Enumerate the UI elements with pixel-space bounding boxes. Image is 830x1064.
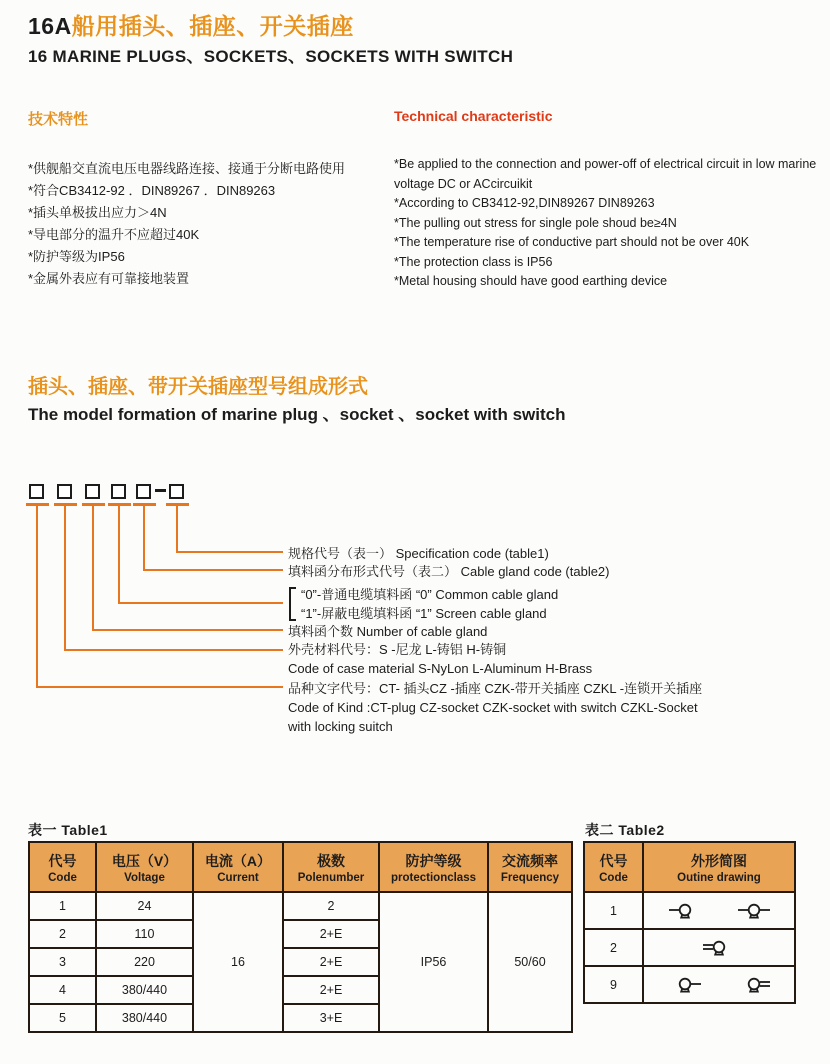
cell-voltage: 24 — [96, 892, 193, 920]
diagram-label-gland-type — [301, 585, 558, 623]
model-code-box — [85, 484, 100, 499]
diagram-label-case-material — [288, 640, 592, 678]
page-subtitle: 16 MARINE PLUGS、SOCKETS、SOCKETS WITH SWITCH — [28, 47, 514, 66]
tech-list-en — [394, 155, 822, 292]
cell-poles: 2+E — [283, 976, 379, 1004]
cell-voltage: 380/440 — [96, 976, 193, 1004]
cell-code: 2 — [584, 929, 643, 966]
tech-item: *Be applied to the connection and power-off of electrical circuit in low marine voltage DC or ACcircuikit — [394, 157, 817, 191]
page-title-prefix: 16A — [28, 13, 72, 39]
page-title — [28, 8, 513, 41]
table1-header-polenumber: 极数 Polenumber — [283, 842, 379, 892]
diagram-connector-line — [92, 629, 283, 631]
table1-header-voltage: 电压（V） Voltage — [96, 842, 193, 892]
page-title-zh: 船用插头、插座、开关插座 — [71, 13, 354, 39]
table-row — [584, 892, 795, 929]
diagram-connector-line — [36, 506, 38, 688]
cell-code: 3 — [29, 948, 96, 976]
cable-gland-line-both-icon — [734, 901, 774, 921]
diagram-label-specification-code: 规格代号（表一） Specification code (table1) — [288, 546, 549, 561]
diagram-connector-line — [36, 686, 283, 688]
table2-header-row — [584, 842, 795, 892]
diagram-label-line: 外壳材料代号：S -尼龙 L-铸铝 H-铸铜 — [288, 642, 507, 657]
model-heading-en: The model formation of marine plug 、socket 、socket with switch — [28, 405, 566, 424]
diagram-label-line: “0”-普通电缆填料函 “0” Common cable gland — [301, 587, 559, 602]
model-section-heading — [28, 370, 565, 425]
tech-item: *供舰船交直流电压电器线路连接、接通于分断电路使用 — [28, 161, 346, 176]
model-code-dash — [155, 489, 166, 492]
table1 — [28, 841, 573, 1033]
cell-poles: 3+E — [283, 1004, 379, 1032]
table1-header-current: 电流（A） Current — [193, 842, 283, 892]
model-code-box — [57, 484, 72, 499]
model-code-box — [169, 484, 184, 499]
cell-poles: 2+E — [283, 920, 379, 948]
tech-list-zh — [28, 158, 390, 290]
cell-protection: IP56 — [379, 892, 488, 1032]
cell-code: 5 — [29, 1004, 96, 1032]
tech-heading-zh: 技术特性 — [28, 111, 89, 128]
diagram-connector-line — [143, 569, 283, 571]
cell-voltage: 220 — [96, 948, 193, 976]
table1-title: 表一 Table1 — [28, 822, 108, 838]
cable-gland-line-left-icon — [665, 901, 705, 921]
cell-code: 9 — [584, 966, 643, 1003]
tech-item: *符合CB3412-92 ．DIN89267 ．DIN89263 — [28, 183, 276, 198]
table2 — [583, 841, 796, 1004]
model-code-box — [111, 484, 126, 499]
model-heading-zh: 插头、插座、带开关插座型号组成形式 — [28, 376, 368, 398]
table1-header-code: 代号 Code — [29, 842, 96, 892]
cell-voltage: 380/440 — [96, 1004, 193, 1032]
diagram-label-line: Code of case material S-NyLon L-Aluminum H-Brass — [288, 661, 593, 676]
diagram-connector-line — [176, 506, 178, 553]
diagram-label-line: 品种文字代号：CT- 插头CZ -插座 CZK-带开关插座 CZKL -连锁开关插座 — [288, 681, 703, 696]
diagram-connector-line — [64, 506, 66, 651]
cell-poles: 2+E — [283, 948, 379, 976]
diagram-connector-line — [118, 602, 283, 604]
diagram-connector-line — [118, 506, 120, 604]
cell-poles: 2 — [283, 892, 379, 920]
tech-item: *The pulling out stress for single pole shoud be≥4N — [394, 215, 677, 230]
table2-header-outline: 外形简图 Outine drawing — [643, 842, 795, 892]
table1-header-row — [29, 842, 572, 892]
diagram-connector-line — [176, 551, 283, 553]
cell-outline-drawing — [643, 966, 795, 1003]
cell-code: 4 — [29, 976, 96, 1004]
cell-outline-drawing — [643, 892, 795, 929]
cell-code: 1 — [584, 892, 643, 929]
diagram-connector-line — [92, 506, 94, 631]
tech-item: *导电部分的温升不应超过40K — [28, 227, 200, 242]
cable-gland-double-line-right-icon — [734, 975, 774, 995]
tech-item: *防护等级为IP56 — [28, 249, 125, 264]
table-row — [584, 929, 795, 966]
diagram-connector-line — [64, 649, 283, 651]
cell-voltage: 110 — [96, 920, 193, 948]
table2-title: 表二 Table2 — [585, 822, 665, 838]
diagram-label-cable-gland-code: 填料函分布形式代号（表二） Cable gland code (table2) — [288, 564, 610, 579]
table1-header-frequency: 交流频率 Frequency — [488, 842, 572, 892]
cable-gland-line-right-icon — [665, 975, 705, 995]
tech-item: *The temperature rise of conductive part should not be over 40K — [394, 235, 750, 249]
diagram-label-line: with locking suitch — [288, 719, 393, 734]
diagram-label-line: “1”-屏蔽电缆填料函 “1” Screen cable gland — [301, 606, 547, 621]
table1-header-protection: 防护等级 protectionclass — [379, 842, 488, 892]
tech-section-en — [394, 108, 822, 292]
cell-code: 2 — [29, 920, 96, 948]
tech-heading-en: Technical characteristic — [394, 108, 553, 124]
title-block — [28, 8, 513, 67]
table-row — [29, 892, 572, 920]
cell-outline-drawing — [643, 929, 795, 966]
table2-header-code: 代号 Code — [584, 842, 643, 892]
tech-item: *插头单极拔出应力＞4N — [28, 205, 167, 220]
tech-item: *Metal housing should have good earthing device — [394, 274, 668, 288]
tech-item: *According to CB3412-92,DIN89267 DIN89263 — [394, 196, 655, 210]
diagram-label-line: Code of Kind :CT-plug CZ-socket CZK-socket with switch CZKL-Socket — [288, 700, 698, 715]
model-code-box — [136, 484, 151, 499]
cable-gland-double-line-left-icon — [699, 938, 739, 958]
cell-current: 16 — [193, 892, 283, 1032]
table-row — [584, 966, 795, 1003]
tech-section-zh — [28, 108, 390, 290]
cell-frequency: 50/60 — [488, 892, 572, 1032]
diagram-label-kind-code — [288, 679, 702, 736]
model-code-box — [29, 484, 44, 499]
diagram-connector-line — [143, 506, 145, 571]
tech-item: *金属外表应有可靠接地装置 — [28, 271, 190, 286]
tech-item: *The protection class is IP56 — [394, 254, 553, 269]
diagram-label-gland-number: 填料函个数 Number of cable gland — [288, 624, 488, 639]
bracket-shape — [289, 587, 296, 621]
cell-code: 1 — [29, 892, 96, 920]
